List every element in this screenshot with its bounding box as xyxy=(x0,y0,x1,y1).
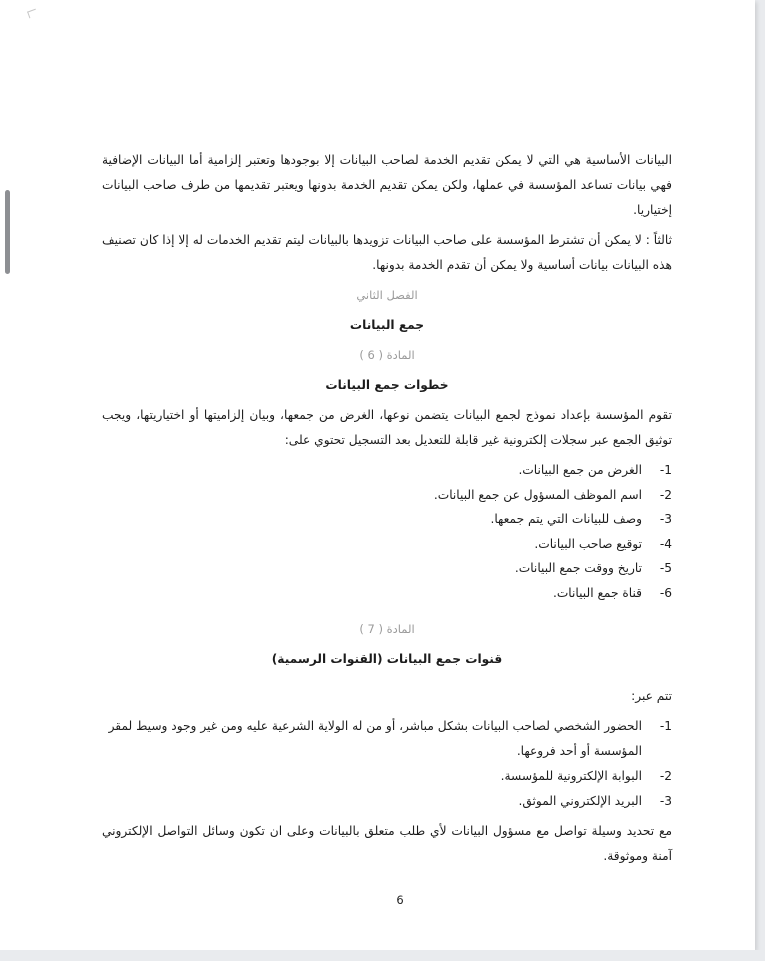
paragraph-basic-data: البيانات الأساسية هي التي لا يمكن تقديم الخدمة لصاحب البيانات إلا بوجودها وتعتبر إلزامية أما البيانات الإضافية فهي بيانات تساعد المؤسسة في عملها، ولكن يمكن تقديم الخدمة بدونها ويعتبر تقديمها من طرف صاحب البيانات إختياريا. xyxy=(102,153,672,217)
chapter-label: الفصل الثاني xyxy=(356,288,418,302)
paragraph-third-clause: ثالثاً : لا يمكن أن تشترط المؤسسة على صاحب البيانات تزويدها بالبيانات ليتم تقديم الخدمات له إلا إذا كان تصنيف هذه البيانات بيانات أساسية ولا يمكن أن تقدم الخدمة بدونها. xyxy=(102,233,672,272)
list-item: 3- وصف للبيانات التي يتم جمعها. xyxy=(490,512,672,526)
article-7-label: المادة ( 7 ) xyxy=(359,622,415,636)
list-item: 3- البريد الإلكتروني الموثق. xyxy=(518,794,672,808)
article-6-intro: تقوم المؤسسة بإعداد نموذج لجمع البيانات يتضمن نوعها، الغرض من جمعها، وبيان إلزاميتها أو اختياريتها، ويجب توثيق الجمع عبر سجلات إلكترونية غير قابلة للتعديل بعد التسجيل تحتوي على: xyxy=(102,408,672,447)
scan-mark xyxy=(27,9,38,19)
document-body xyxy=(102,148,672,869)
article-7-list xyxy=(102,714,672,814)
list-item: 1- الغرض من جمع البيانات. xyxy=(518,463,672,477)
article-6-list xyxy=(102,458,672,605)
scrollbar-thumb[interactable] xyxy=(5,190,10,274)
list-item: 5- تاريخ ووقت جمع البيانات. xyxy=(514,561,672,575)
page-number: 6 xyxy=(396,893,404,907)
list-item: 6- قناة جمع البيانات. xyxy=(552,585,672,600)
article-6-title: خطوات جمع البيانات xyxy=(325,378,449,392)
list-item: 1- الحضور الشخصي لصاحب البيانات بشكل مباشر، أو من له الولاية الشرعية عليه ومن غير وجود وسيط لمقر المؤسسة أو أحد فروعها. xyxy=(108,719,672,758)
article-7-intro: تتم عبر: xyxy=(631,689,672,703)
viewer-background xyxy=(0,950,765,961)
article-7-closing: مع تحديد وسيلة تواصل مع مسؤول البيانات لأي طلب متعلق بالبيانات وعلى ان تكون وسائل التواصل الإلكتروني آمنة وموثوقة. xyxy=(102,824,672,863)
chapter-title: جمع البيانات xyxy=(349,318,425,332)
article-7-title: قنوات جمع البيانات (القنوات الرسمية) xyxy=(271,652,503,666)
article-6-label: المادة ( 6 ) xyxy=(359,348,415,362)
list-item: 2- اسم الموظف المسؤول عن جمع البيانات. xyxy=(433,487,672,502)
list-item: 2- البوابة الإلكترونية للمؤسسة. xyxy=(500,769,672,783)
list-item: 4- توقيع صاحب البيانات. xyxy=(534,536,672,551)
